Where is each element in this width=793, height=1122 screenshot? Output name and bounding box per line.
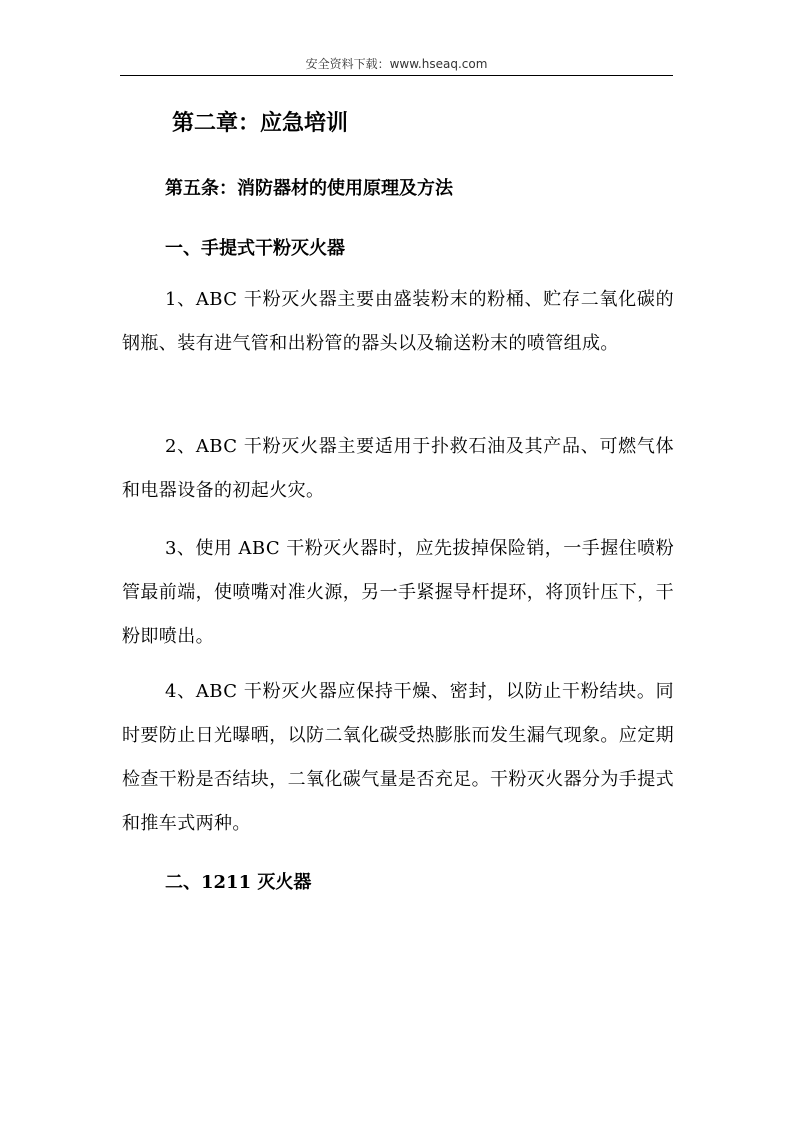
paragraph-4: 4、ABC 干粉灭火器应保持干燥、密封，以防止干粉结块。同时要防止日光曝晒，以防二氧化碳受热膨胀而发生漏气现象。应定期检查干粉是否结块，二氧化碳气量是否充足。干粉灭火器分为手提式和推车式两种。: [122, 681, 674, 834]
chapter-title: 第二章：应急培训: [172, 110, 349, 136]
page-header: 安全资料下载：www.hseaq.com: [305, 57, 488, 71]
section-title-dry-powder: 一、手提式干粉灭火器: [165, 238, 345, 259]
article-title: 第五条：消防器材的使用原理及方法: [165, 178, 453, 199]
paragraph-2: 2、ABC 干粉灭火器主要适用于扑救石油及其产品、可燃气体和电器设备的初起火灾。: [122, 436, 674, 501]
paragraph-3: 3、使用 ABC 干粉灭火器时，应先拔掉保险销，一手握住喷粉管最前端，使喷嘴对准火源，另一手紧握导杆提环，将顶针压下，干粉即喷出。: [122, 538, 674, 647]
section-title-1211: 二、1211 灭火器: [165, 872, 312, 893]
paragraph-1: 1、ABC 干粉灭火器主要由盛装粉末的粉桶、贮存二氧化碳的钢瓶、装有进气管和出粉管的器头以及输送粉末的喷管组成。: [122, 289, 674, 354]
header-divider: [120, 75, 673, 76]
